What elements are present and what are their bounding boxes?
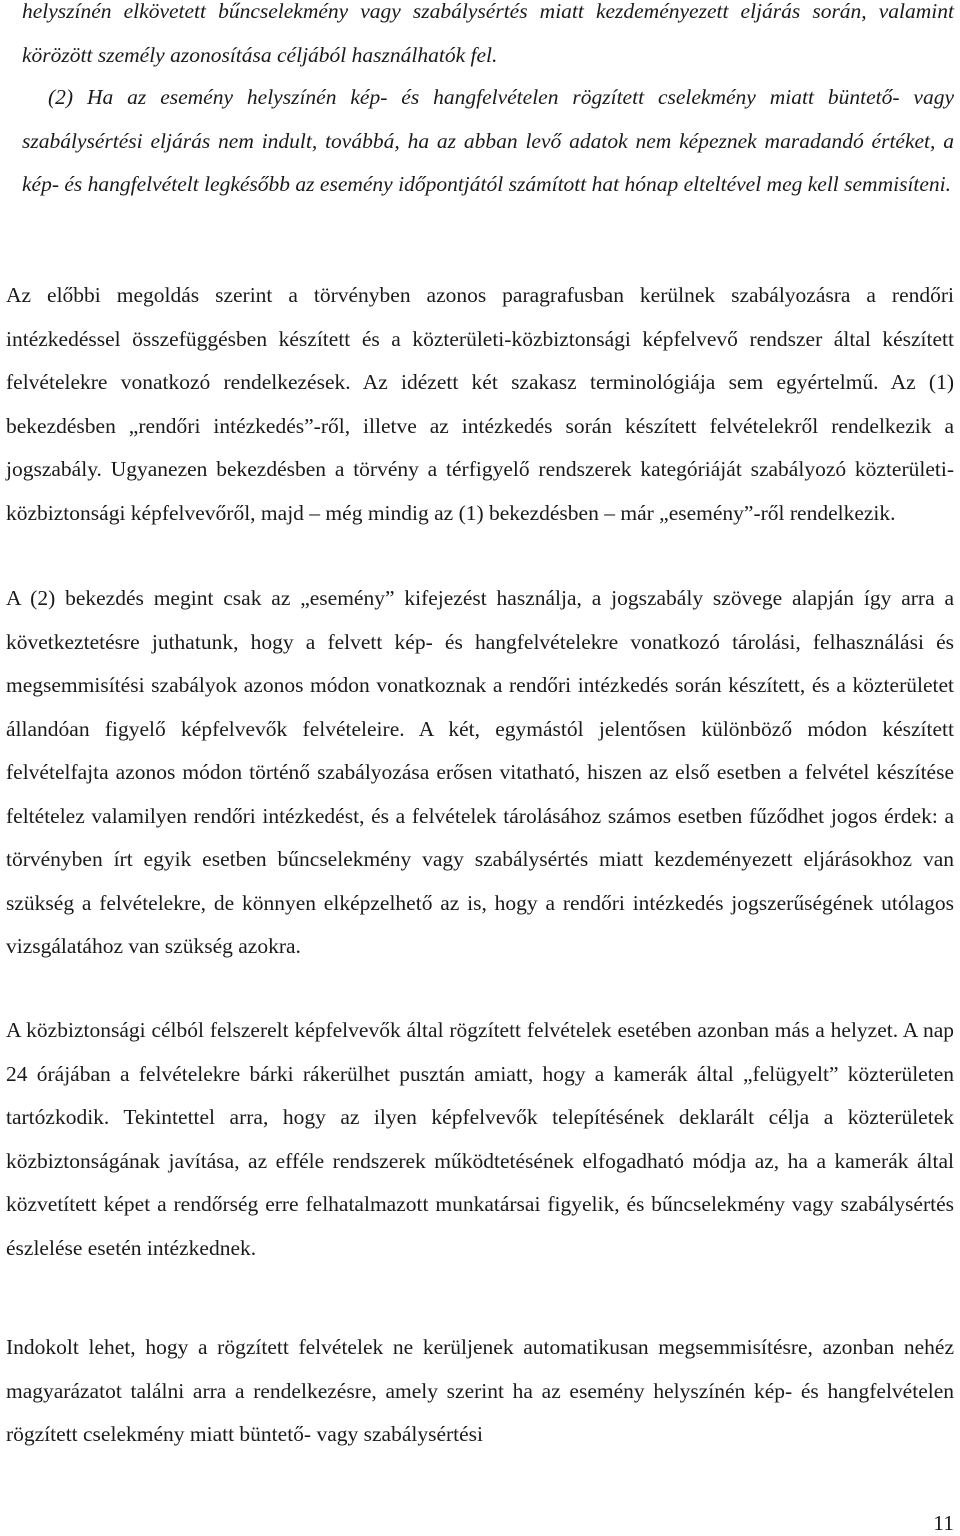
body-paragraph: Indokolt lehet, hogy a rögzített felvételek ne kerüljenek automatikusan megsemmisítésre, azonban nehéz magyarázatot találni arra a rendelkezésre, amely szerint ha az esemény helyszínén kép- és hangfelvételen rögzített cselekmény miatt büntető- vagy szabálysértési (6, 1335, 954, 1446)
page-number: 11 (933, 1511, 954, 1535)
quoted-law-text: helyszínén elkövetett bűncselekmény vagy szabálysértés miatt kezdeményezett eljárás során, valamint körözött személy azonosítása céljából használhatók fel. (22, 0, 954, 67)
body-paragraph: A közbiztonsági célból felszerelt képfelvevők által rögzített felvételek esetében azonban más a helyzet. A nap 24 órájában a felvételekre bárki rákerülhet pusztán amiatt, hogy a kamerák által „felügyelt” közterületen tartózkodik. Tekintettel arra, hogy az ilyen képfelvevők telepítésének deklarált célja a közterületek közbiztonságának javítása, az efféle rendszerek működtetésének elfogadható módja az, ha a kamerák által közvetített képet a rendőrség erre felhatalmazott munkatársai figyelik, és bűncselekmény vagy szabálysértés észlelése esetén intézkednek. (6, 1018, 954, 1260)
body-paragraph: Az előbbi megoldás szerint a törvényben azonos paragrafusban kerülnek szabályozásra a rendőri intézkedéssel összefüggésben készített és a közterületi-közbiztonsági képfelvevő rendszer által készített felvételekre vonatkozó rendelkezések. Az idézett két szakasz terminológiája sem egyértelmű. Az (1) bekezdésben „rendőri intézkedés”-ről, illetve az intézkedés során készített felvételekről rendelkezik a jogszabály. Ugyanezen bekezdésben a törvény a térfigyelő rendszerek kategóriáját szabályozó közterületi-közbiztonsági képfelvevőről, majd – még mindig az (1) bekezdésben – már „esemény”-ről rendelkezik. (6, 283, 954, 525)
body-paragraph: A (2) bekezdés megint csak az „esemény” kifejezést használja, a jogszabály szövege alapján így arra a következtetésre juthatunk, hogy a felvett kép- és hangfelvételekre vonatkozó tárolási, felhasználási és megsemmisítési szabályok azonos módon vonatkoznak a rendőri intézkedés során készített, és a közterületet állandóan figyelő képfelvevők felvételeire. A két, egymástól jelentősen különböző módon készített felvételfajta azonos módon történő szabályozása erősen vitatható, hiszen az első esetben a felvétel készítése feltételez valamilyen rendőri intézkedést, és a felvételek tárolásához számos esetben fűződhet jogos érdek: a törvényben írt egyik esetben bűncselekmény vagy szabálysértés miatt kezdeményezett eljárásokhoz van szükség a felvételekre, de könnyen elképzelhető az is, hogy a rendőri intézkedés jogszerűségének utólagos vizsgálatához van szükség azokra. (6, 586, 954, 958)
quoted-law-paragraph-2: (2) Ha az esemény helyszínén kép- és hangfelvételen rögzített cselekmény miatt büntető- vagy szabálysértési eljárás nem indult, továbbá, ha az abban levő adatok nem képeznek maradandó értéket, a kép- és hangfelvételt legkésőbb az esemény időpontjától számított hat hónap elteltével meg kell semmisíteni. (22, 85, 954, 197)
